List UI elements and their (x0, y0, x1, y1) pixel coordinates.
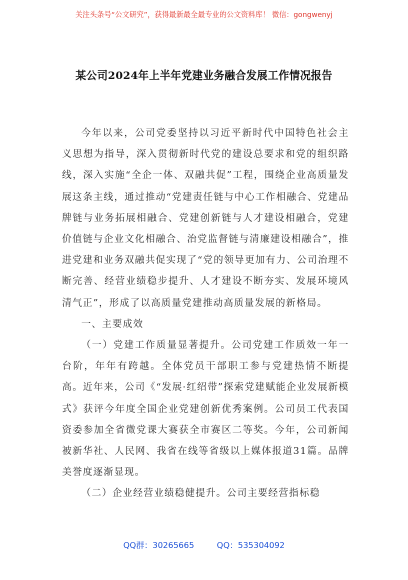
paragraph-business-performance: （二）企业经营业绩稳健提升。公司主要经营指标稳 (81, 488, 321, 500)
paragraph-party-building-quality: （一）党建工作质量显著提升。公司党建工作质效一年一台阶，年年有跨越。全体党员干部职工参与党建热情不断提高。近年来，公司《“发展·红绍带”探索党建赋能企业发展新模式》获评今年度全国企业党建创新优秀案例。公司员工代表国资委参加全省微党课大赛获全市赛区二等奖。今年，公司新闻被新华社、人民网、我省在线等省级以上媒体报道31篇。品牌美誉度逐渐显现。 (62, 340, 349, 479)
document-title: 某公司2024年上半年党建业务融合发展工作情况报告 (75, 70, 333, 82)
document-body (62, 123, 349, 505)
paragraph-intro: 今年以来，公司党委坚持以习近平新时代中国特色社会主义思想为指导，深入贯彻新时代党的建设总要求和党的组织路线，深入实施“全企一体、双融共促”工程，围绕企业高质量发展这条主线，通过推动“党建责任链与中心工作相融合、党建品牌链与业务拓展相融合、党建创新链与人才建设相融合，党建价值链与企业文化相融合、治党监督链与清廉建设相融合”，推进党建和业务双融共促实现了“党的领导更加有力、公司治理不断完善、经营业绩稳步提升、人才建设不断夯实、发展环境风清气正”，形成了以高质量党建推动高质量发展的新格局。 (62, 128, 349, 309)
section-heading-main-results: 一、主要成效 (81, 318, 144, 330)
page-footer (0, 540, 408, 551)
footer-qq-group: QQ群：30265665 (123, 540, 195, 550)
footer-qq-contact: QQ：535304092 (216, 540, 285, 550)
page-header-notice: 关注头条号“公文研究”，获得最新最全最专业的公文资料库！ 微信：gongwenyj (75, 10, 333, 19)
